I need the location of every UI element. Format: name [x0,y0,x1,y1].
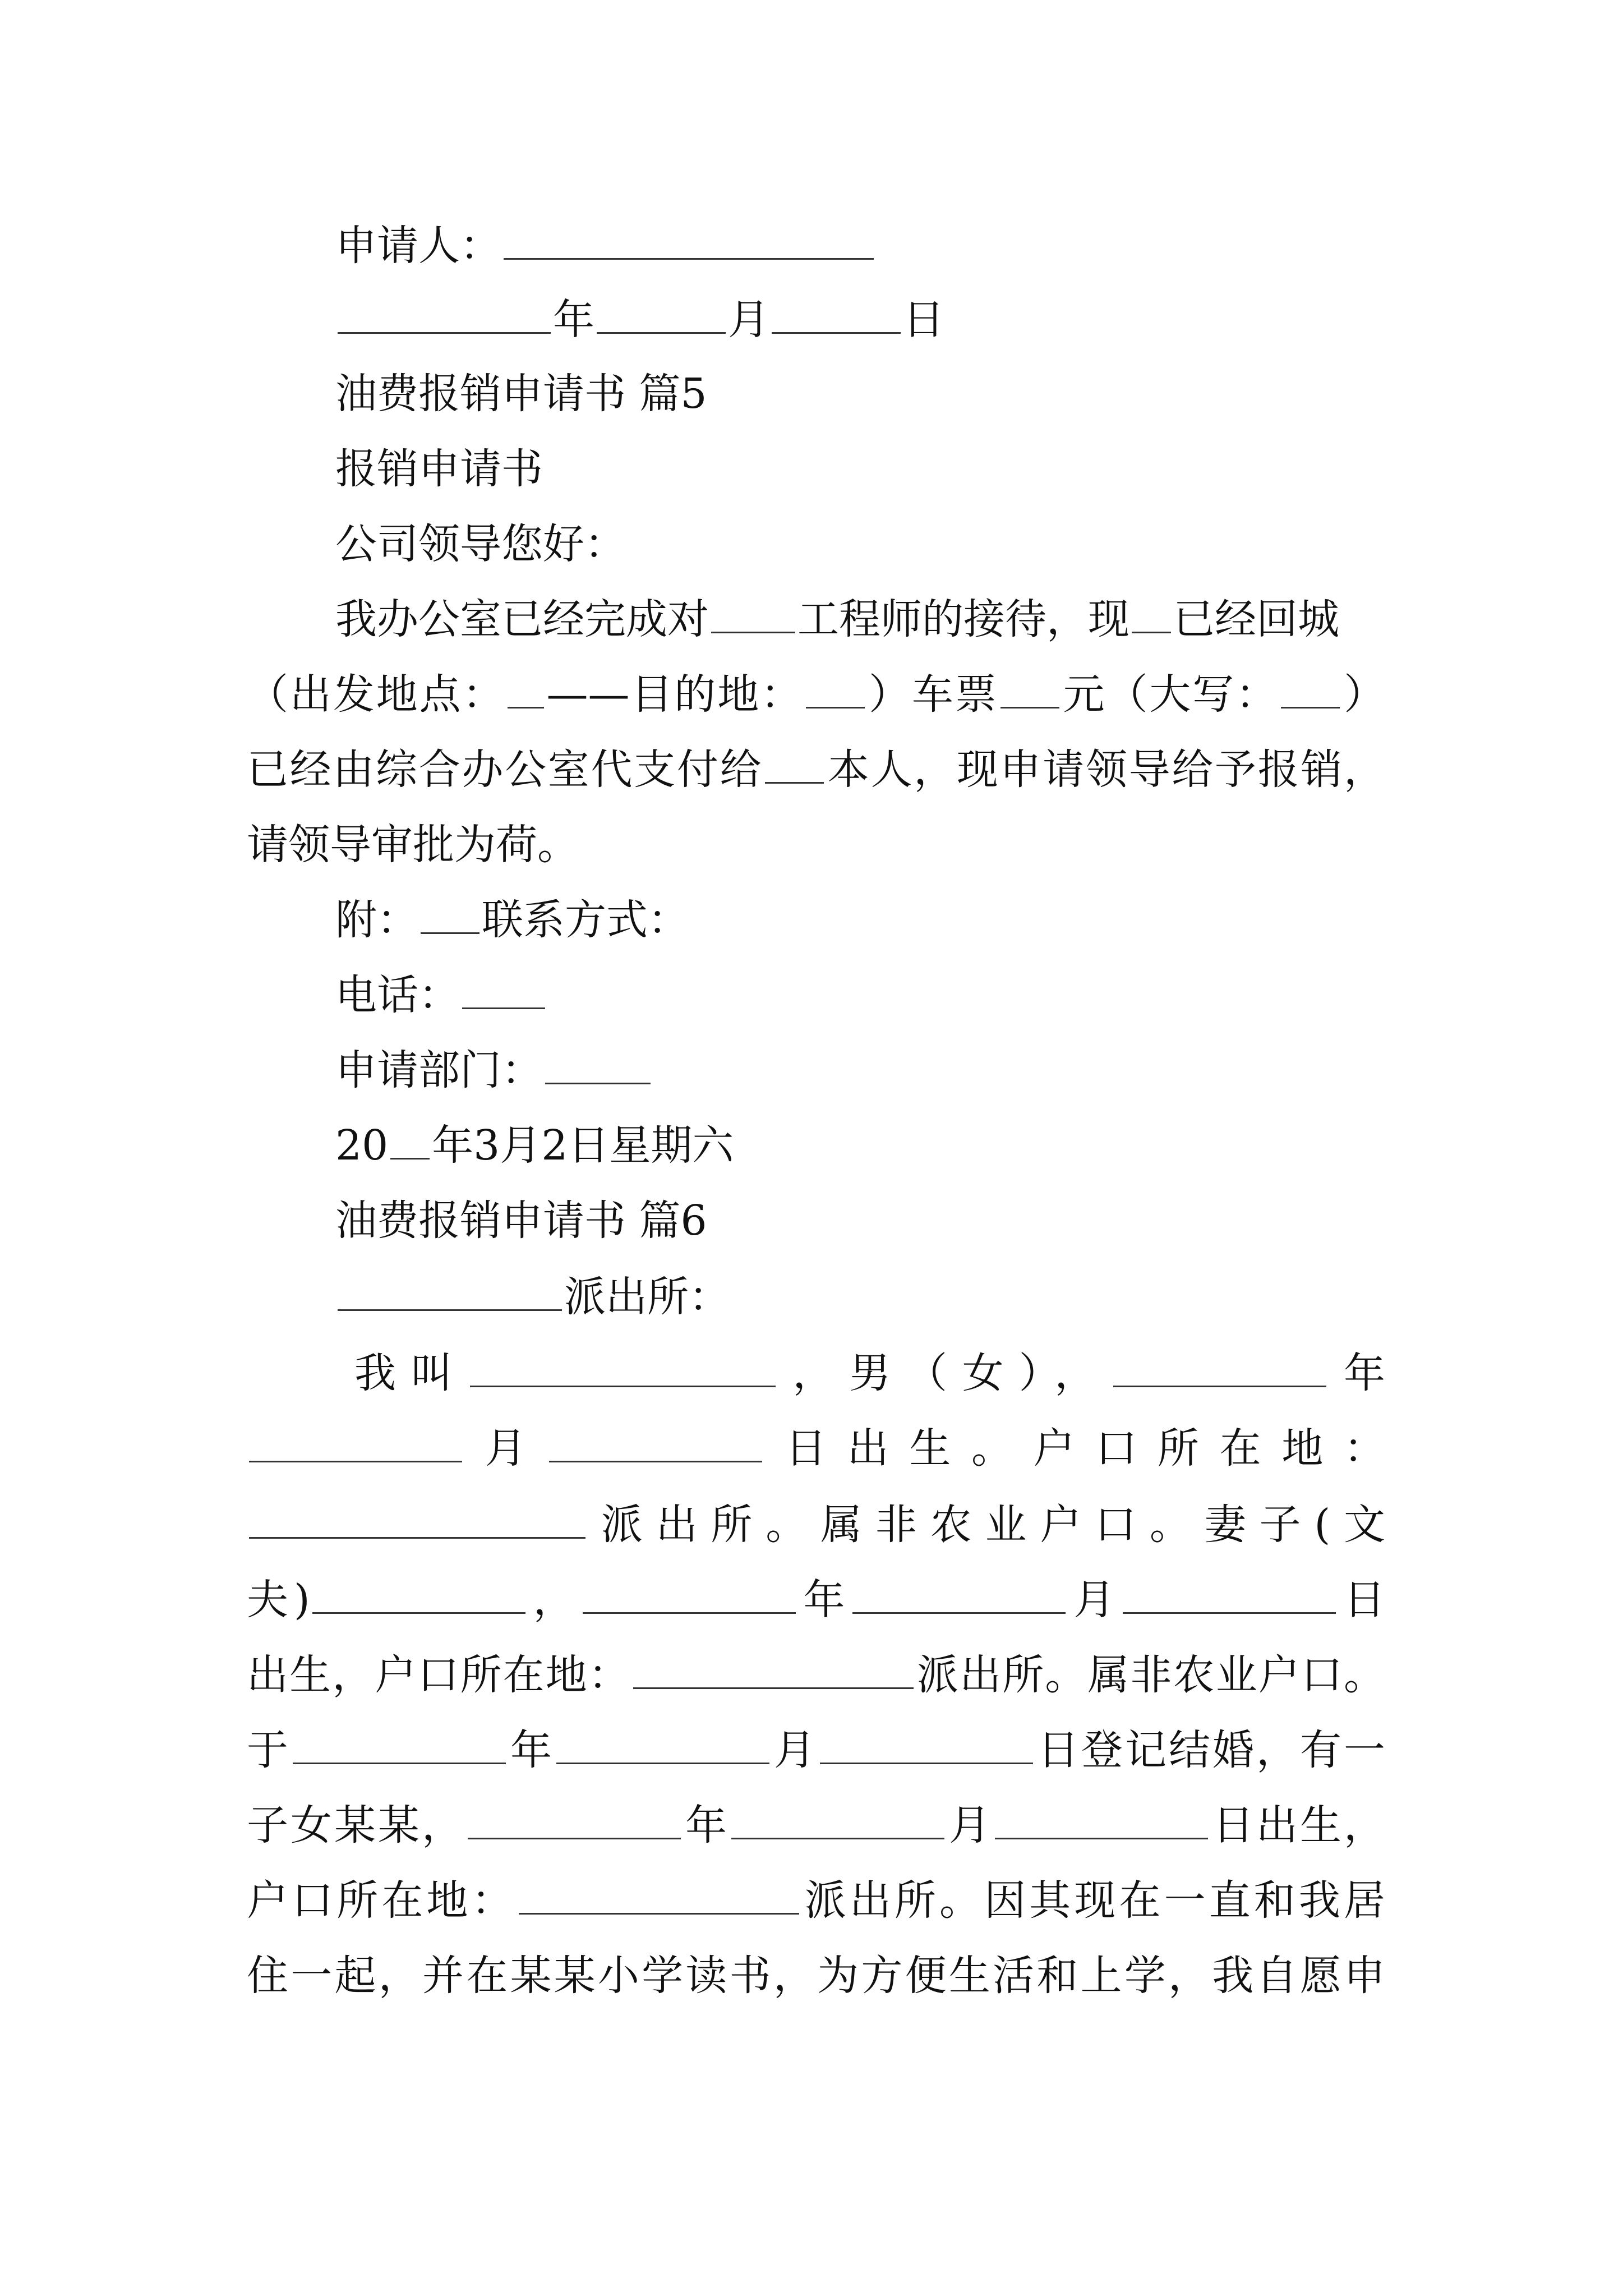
blank-field [772,294,901,334]
blank-field [995,1800,1208,1839]
blank-field [470,1347,776,1387]
applicant-line: 申请人： [335,218,1385,274]
blank-field [633,1649,914,1689]
greeting-line: 公司领导您好： [335,520,626,568]
blank-field [597,294,726,334]
blank-field [1000,669,1059,708]
blank-field [765,744,824,784]
blank-field [468,1800,681,1839]
police-station-line: 派出所： [335,1269,1385,1325]
blank-field [504,220,874,260]
blank-field [421,894,479,934]
blank-field [508,669,544,708]
blank-field [731,1800,944,1839]
paragraph-line: 户口所在地： 派出所。因其现在一直和我居 [247,1872,1385,1929]
blank-field [249,1499,585,1539]
date-line: 年 月 日 [335,292,1385,348]
paragraph-line: 派出所。属非农业户口。妻子(文 [247,1497,1385,1553]
paragraph-line: 月 日出生。户口所在地： [247,1420,1385,1476]
section-title-5: 油费报销申请书 篇5 [335,370,707,418]
blank-field [1113,1347,1326,1387]
blank-field [556,1724,769,1764]
paragraph-line: 夫) ， 年 月 日 [247,1572,1385,1628]
blank-field [1281,669,1340,708]
phone-line: 电话： [335,967,1385,1023]
blank-field [519,1875,799,1915]
blank-field [545,1045,651,1084]
blank-field [249,1423,462,1462]
blank-field [583,1574,796,1614]
blank-field [338,294,551,334]
blank-field [820,1724,1033,1764]
section-heading: 报销申请书 [335,445,543,493]
attachment-line: 附： 联系方式： [335,892,1385,948]
paragraph-line: 我办公室已经完成对 工程师的接待，现 已经回城 [335,591,1385,647]
blank-field [806,669,865,708]
paragraph-line: 出生，户口所在地： 派出所。属非农业户口。 [247,1647,1385,1703]
blank-field [338,1271,562,1311]
paragraph-line: 我叫 ，男（女）， 年 [354,1345,1385,1401]
blank-field [390,1120,430,1159]
blank-field [312,1574,525,1614]
blank-field [1123,1574,1336,1614]
paragraph-line: 于 年 月 日登记结婚，有一 [247,1722,1385,1778]
date-weekday-line: 20 年3月2日星期六 [335,1117,1385,1174]
blank-field [1132,593,1171,633]
paragraph-line: 子女某某， 年 月 日出生， [247,1797,1385,1853]
paragraph-line: 请领导审批为荷。 [247,821,579,869]
blank-field [462,969,545,1009]
paragraph-line: （出发地点： ——目的地： ）车票 元（大写： ） [247,666,1385,723]
blank-field [852,1574,1066,1614]
blank-field [549,1423,762,1462]
paragraph-line: 已经由综合办公室代支付给 本人，现申请领导给予报销， [247,742,1385,798]
paragraph-line: 住一起，并在某某小学读书，为方便生活和上学，我自愿申 [247,1952,1385,2000]
department-line: 申请部门： [335,1042,1385,1098]
blank-field [711,593,795,633]
section-title-6: 油费报销申请书 篇6 [335,1197,707,1245]
blank-field [293,1724,506,1764]
